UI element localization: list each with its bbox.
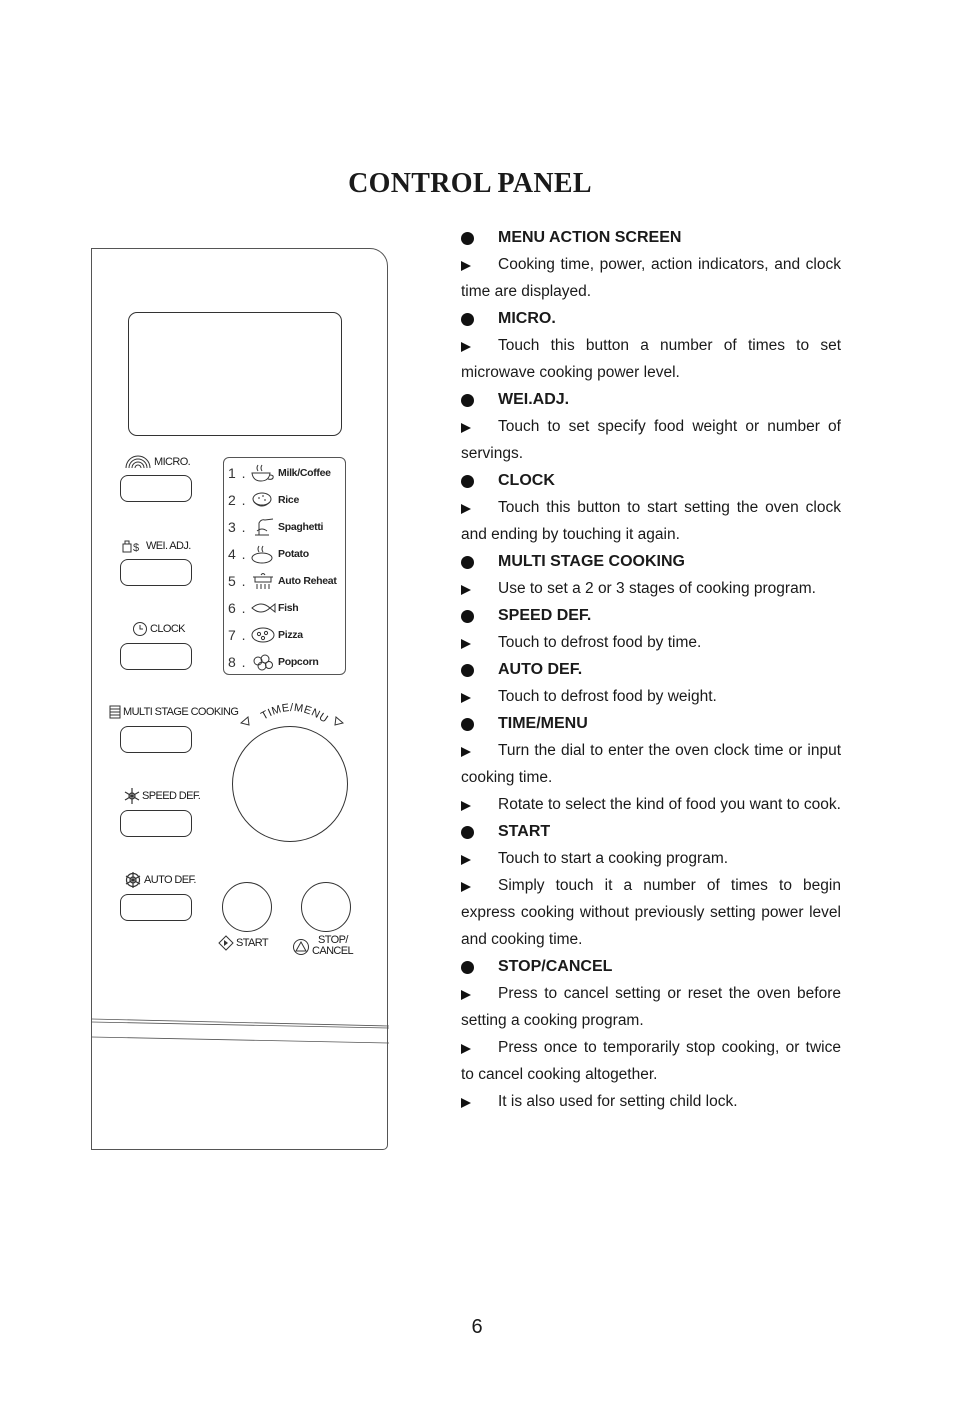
bullet-arrow-icon <box>461 1098 471 1108</box>
cup-icon <box>248 463 278 483</box>
spaghetti-icon <box>248 517 278 537</box>
fish-icon <box>248 598 278 618</box>
time-menu-dial[interactable] <box>232 726 348 842</box>
menu-item: 1 . Milk/Coffee <box>228 465 331 481</box>
clock-label: CLOCK <box>150 623 185 635</box>
bullet-arrow-icon <box>461 693 471 703</box>
popcorn-icon <box>248 652 278 672</box>
description-text-content: Touch to start a cooking program. <box>498 850 729 867</box>
description-text <box>461 1088 841 1115</box>
weight-icon <box>122 539 144 553</box>
stop-cancel-label-group <box>292 935 353 957</box>
multi-stage-cooking-button[interactable] <box>120 726 192 753</box>
bullet-dot-icon <box>461 826 474 839</box>
clock-icon <box>132 621 148 637</box>
bullet-dot-icon <box>461 313 474 326</box>
description-heading-text: SPEED DEF. <box>498 607 592 624</box>
description-text-content: It is also used for setting child lock. <box>498 1093 738 1110</box>
description-text-content: Touch this button to start setting the oven clock and ending by touching it again. <box>461 499 841 543</box>
menu-item: 8 . Popcorn <box>228 654 319 670</box>
bullet-arrow-icon <box>461 342 471 352</box>
auto-def-button[interactable] <box>120 894 192 921</box>
description-heading <box>461 467 841 494</box>
description-text-content: Touch this button a number of times to set microwave cooking power level. <box>461 337 841 381</box>
menu-item: 6 . Fish <box>228 600 299 616</box>
bullet-dot-icon <box>461 718 474 731</box>
bullet-dot-icon <box>461 556 474 569</box>
description-text <box>461 791 841 818</box>
description-text-content: Rotate to select the kind of food you want to cook. <box>498 796 841 813</box>
bullet-dot-icon <box>461 475 474 488</box>
stop-triangle-icon <box>292 938 310 956</box>
bullet-arrow-icon <box>461 747 471 757</box>
bullet-arrow-icon <box>461 639 471 649</box>
menu-item: 4 . Potato <box>228 546 309 562</box>
auto-menu-list <box>223 457 346 675</box>
description-heading-text: START <box>498 823 551 840</box>
description-heading-text: TIME/MENU <box>498 715 588 732</box>
time-menu-arc-label <box>240 699 344 729</box>
micro-label: MICRO. <box>154 456 191 468</box>
cancel-label: CANCEL <box>312 945 354 957</box>
microwave-waves-icon <box>124 455 152 469</box>
rotate-right-icon <box>335 717 343 725</box>
description-text <box>461 494 841 548</box>
description-heading-text: CLOCK <box>498 472 555 489</box>
bullet-dot-icon <box>461 232 474 245</box>
pizza-icon <box>248 625 278 645</box>
description-text-content: Press to cancel setting or reset the oven before setting a cooking program. <box>461 985 841 1029</box>
bullet-arrow-icon <box>461 504 471 514</box>
rotate-left-icon <box>241 717 249 725</box>
speed-def-label: SPEED DEF. <box>142 790 201 802</box>
description-text-content: Turn the dial to enter the oven clock time or input cooking time. <box>461 742 841 786</box>
description-text-content: Touch to set specify food weight or number of servings. <box>461 418 841 462</box>
bullet-dot-icon <box>461 664 474 677</box>
multi-stage-label-group <box>109 705 238 719</box>
description-text <box>461 683 841 710</box>
description-text <box>461 980 841 1034</box>
description-text <box>461 332 841 386</box>
start-button[interactable] <box>222 882 272 932</box>
stop-label: STOP/ <box>318 934 348 946</box>
clock-button[interactable] <box>120 643 192 670</box>
micro-button[interactable] <box>120 475 192 502</box>
start-diamond-icon <box>218 935 234 951</box>
bullet-arrow-icon <box>461 990 471 1000</box>
svg-text:TIME/MENU <box>259 702 330 726</box>
auto-def-label: AUTO DEF. <box>144 874 196 886</box>
bullet-arrow-icon <box>461 855 471 865</box>
description-text-content: Simply touch it a number of times to begin express cooking without previously setting power level and cooking time. <box>461 877 841 948</box>
description-text <box>461 413 841 467</box>
control-panel-illustration <box>91 248 388 1150</box>
description-text <box>461 872 841 953</box>
button-descriptions <box>461 224 841 1115</box>
rice-bowl-icon <box>248 490 278 510</box>
description-heading-text: MENU ACTION SCREEN <box>498 229 682 246</box>
bullet-dot-icon <box>461 961 474 974</box>
description-heading <box>461 224 841 251</box>
micro-label-group <box>124 455 190 469</box>
description-heading <box>461 710 841 737</box>
menu-item: 2 . Rice <box>228 492 299 508</box>
start-label-group <box>218 935 268 951</box>
potato-icon <box>248 544 278 564</box>
svg-text:$: $ <box>133 542 139 553</box>
start-label: START <box>236 937 269 949</box>
description-text-content: Touch to defrost food by time. <box>498 634 702 651</box>
bullet-dot-icon <box>461 610 474 623</box>
auto-def-label-group <box>124 871 196 889</box>
description-heading-text: MULTI STAGE COOKING <box>498 553 685 570</box>
speed-def-button[interactable] <box>120 810 192 837</box>
speed-def-label-group <box>124 787 200 805</box>
bullet-dot-icon <box>461 394 474 407</box>
stack-icon <box>109 705 121 719</box>
description-text <box>461 845 841 872</box>
bullet-arrow-icon <box>461 585 471 595</box>
page-title: CONTROL PANEL <box>348 168 592 199</box>
description-heading <box>461 818 841 845</box>
description-text-content: Cooking time, power, action indicators, and clock time are displayed. <box>461 256 841 300</box>
description-text-content: Touch to defrost food by weight. <box>498 688 717 705</box>
wei-adj-label-group <box>122 539 191 553</box>
description-heading-text: MICRO. <box>498 310 556 327</box>
description-heading <box>461 953 841 980</box>
pot-icon <box>248 571 278 591</box>
menu-item: 5 . Auto Reheat <box>228 573 337 589</box>
snowflake-auto-icon <box>124 871 142 889</box>
description-text-content: Press once to temporarily stop cooking, or twice to cancel cooking altogether. <box>461 1039 841 1083</box>
description-heading-text: STOP/CANCEL <box>498 958 613 975</box>
menu-item: 7 . Pizza <box>228 627 303 643</box>
bullet-arrow-icon <box>461 1044 471 1054</box>
bullet-arrow-icon <box>461 261 471 271</box>
snowflake-icon <box>124 787 140 805</box>
time-menu-label: TIME/MENU <box>259 701 331 726</box>
bullet-arrow-icon <box>461 801 471 811</box>
wei-adj-label: WEI. ADJ. <box>146 540 191 552</box>
description-text <box>461 575 841 602</box>
description-heading-text: WEI.ADJ. <box>498 391 570 408</box>
description-text <box>461 629 841 656</box>
description-heading-text: AUTO DEF. <box>498 661 583 678</box>
bullet-arrow-icon <box>461 423 471 433</box>
description-heading <box>461 602 841 629</box>
description-text <box>461 1034 841 1088</box>
clock-label-group <box>132 621 185 637</box>
stop-cancel-button[interactable] <box>301 882 351 932</box>
multi-stage-label: MULTI STAGE COOKING <box>123 706 239 718</box>
description-heading <box>461 548 841 575</box>
menu-action-screen <box>128 312 342 436</box>
wei-adj-button[interactable] <box>120 559 192 586</box>
page-number: 6 <box>471 1316 483 1338</box>
bullet-arrow-icon <box>461 882 471 892</box>
description-heading <box>461 305 841 332</box>
menu-item: 3 . Spaghetti <box>228 519 324 535</box>
description-text-content: Use to set a 2 or 3 stages of cooking program. <box>498 580 816 597</box>
panel-divider <box>92 1017 389 1047</box>
description-text <box>461 251 841 305</box>
description-text <box>461 737 841 791</box>
description-heading <box>461 386 841 413</box>
description-heading <box>461 656 841 683</box>
